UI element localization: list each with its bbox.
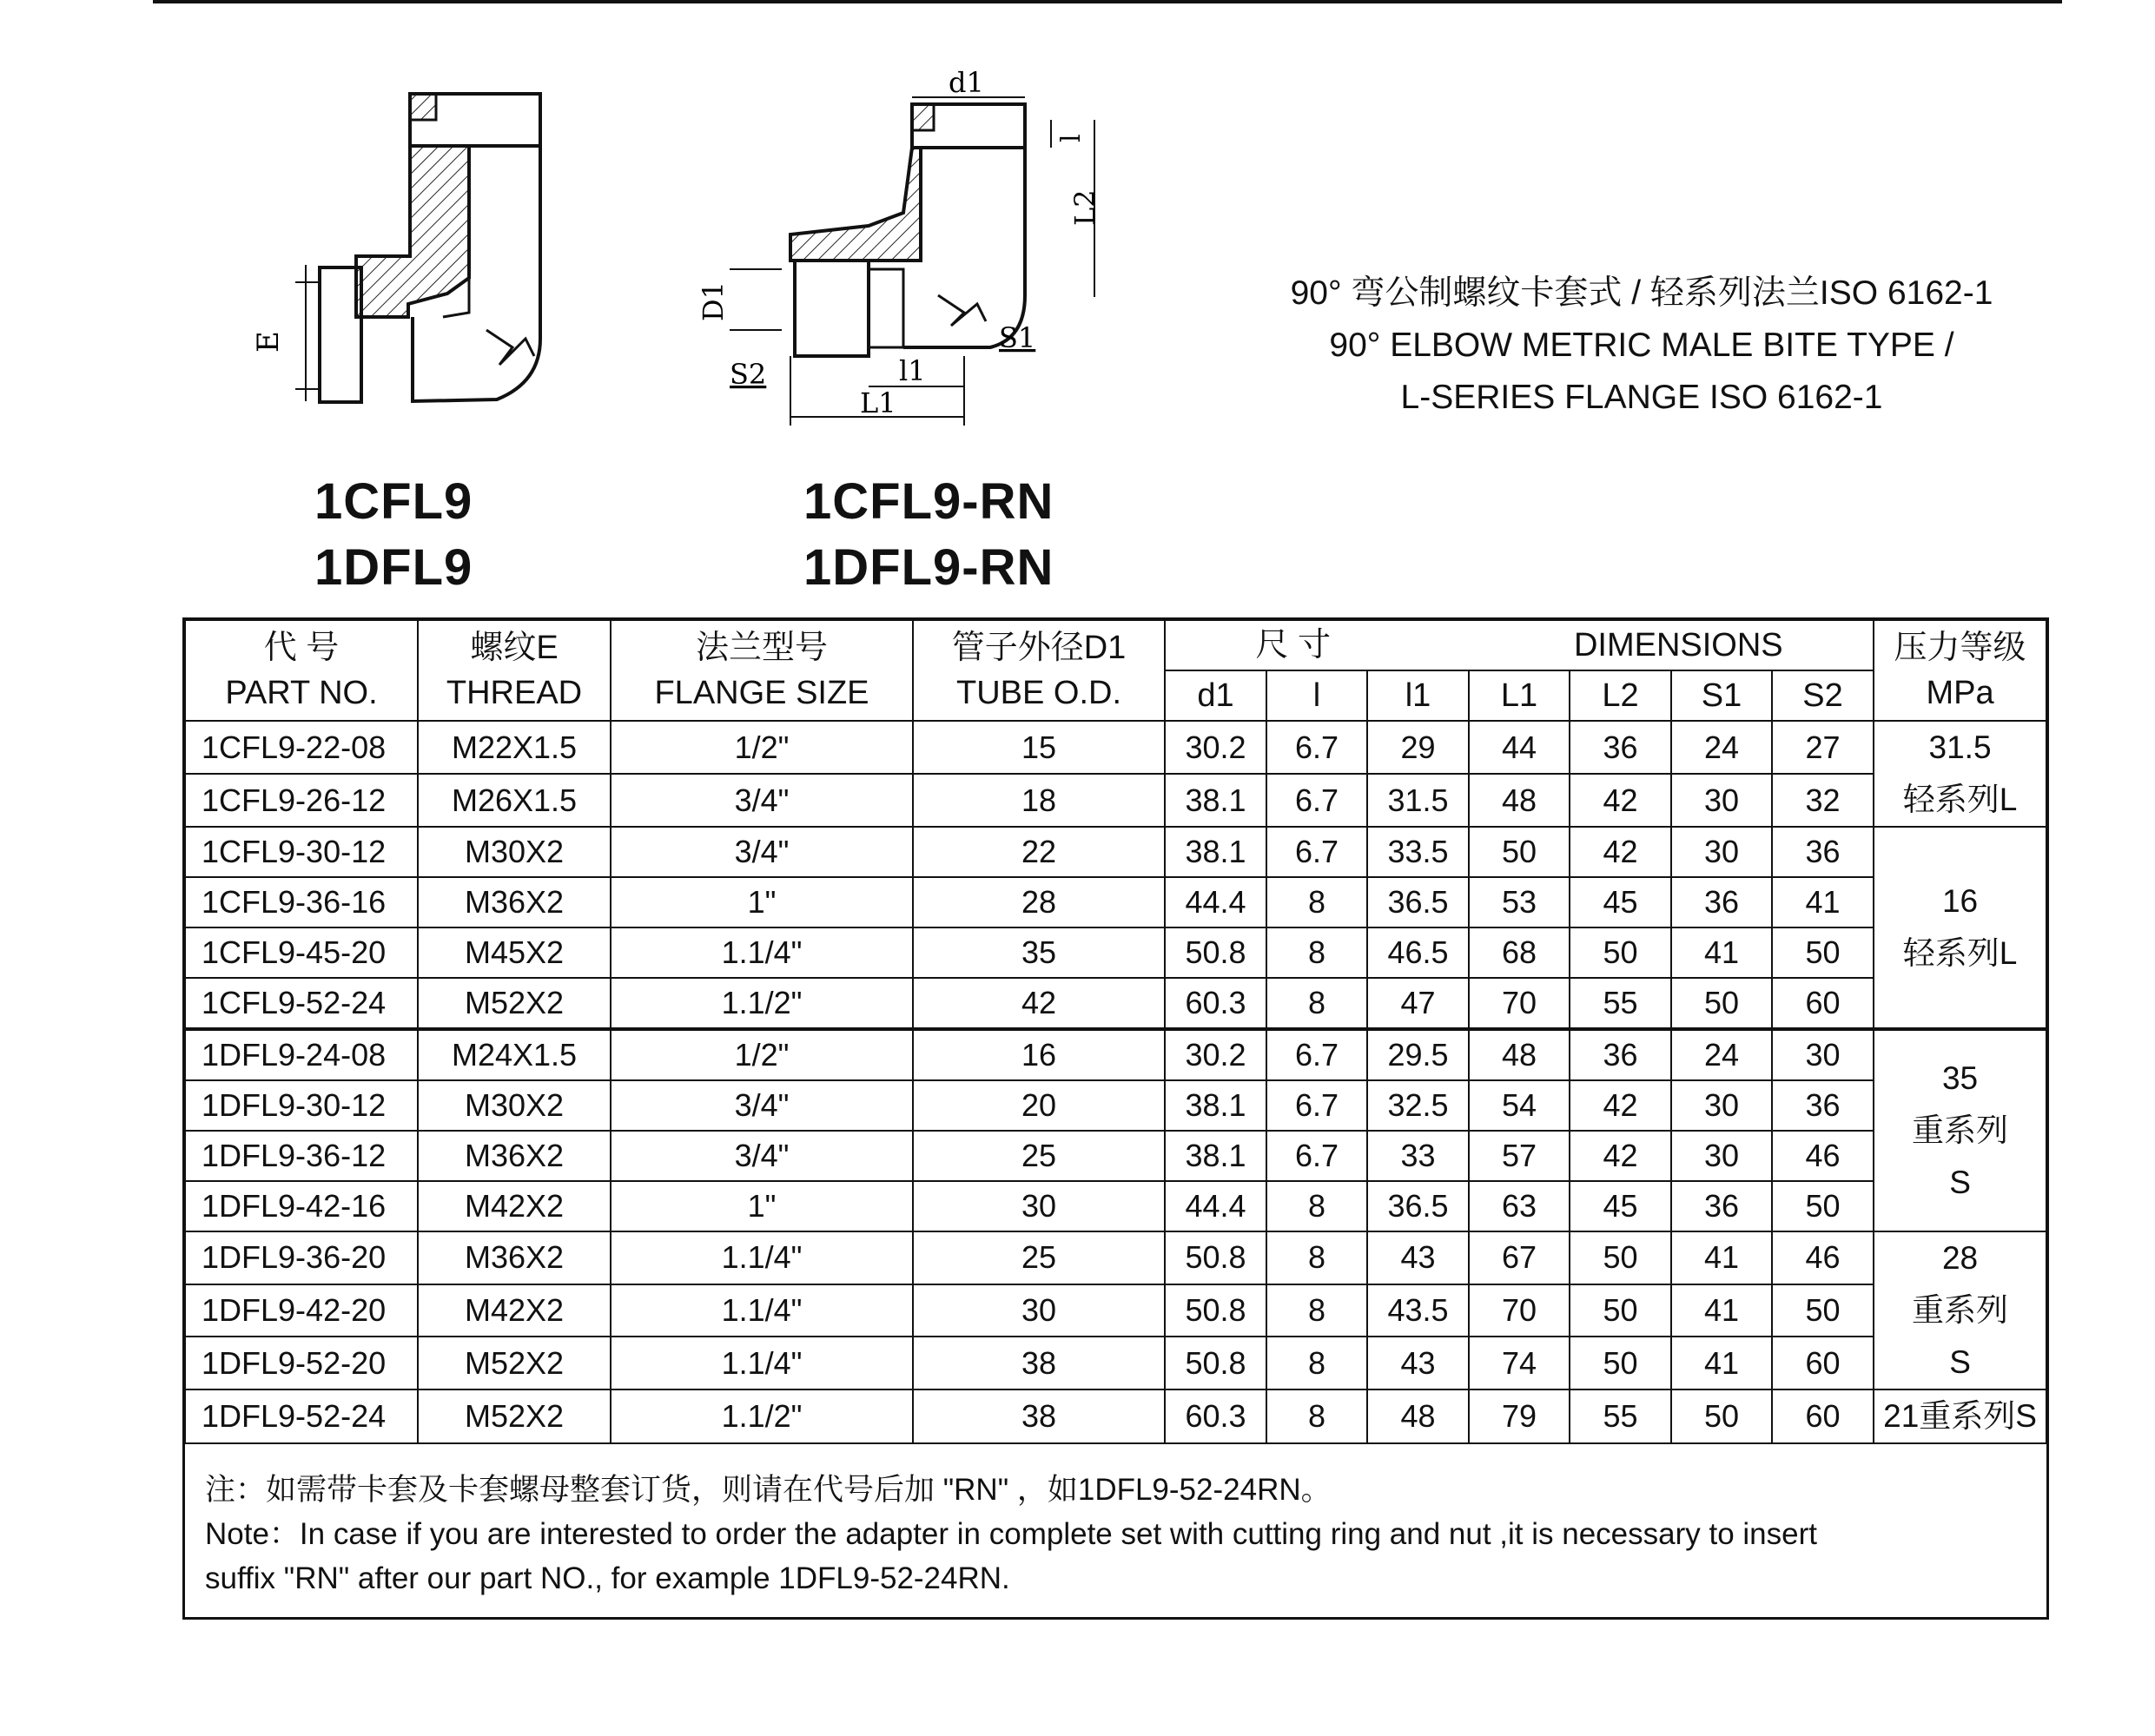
cell-S2: 50 (1772, 927, 1874, 978)
product-1cfl9-rn: 1CFL9-RN (803, 473, 1054, 530)
product-name-right (803, 469, 1054, 601)
cell-part-no: 1CFL9-36-16 (185, 877, 418, 927)
cell-tube: 35 (913, 927, 1165, 978)
cell-part-no: 1CFL9-26-12 (185, 774, 418, 827)
label-L1: L1 (860, 386, 896, 419)
cell-flange: 1.1/4" (611, 1231, 913, 1284)
cell-S2: 32 (1772, 774, 1874, 827)
cell-l: 6.7 (1266, 1080, 1367, 1131)
cell-part-no: 1CFL9-52-24 (185, 978, 418, 1029)
header-L1: L1 (1469, 670, 1570, 721)
cell-L2: 50 (1570, 927, 1671, 978)
cell-L1: 54 (1469, 1080, 1570, 1131)
cell-L2: 36 (1570, 1029, 1671, 1080)
cell-d1: 30.2 (1165, 721, 1266, 774)
cell-tube: 20 (913, 1080, 1165, 1131)
cell-part-no: 1DFL9-42-20 (185, 1284, 418, 1337)
cell-part-no: 1DFL9-36-20 (185, 1231, 418, 1284)
product-1dfl9-rn: 1DFL9-RN (803, 539, 1054, 596)
cell-L2: 45 (1570, 877, 1671, 927)
cell-l1: 36.5 (1367, 877, 1469, 927)
cell-d1: 50.8 (1165, 927, 1266, 978)
cell-L1: 67 (1469, 1231, 1570, 1284)
cell-tube: 25 (913, 1131, 1165, 1181)
cell-S1: 50 (1671, 978, 1772, 1029)
cell-l: 8 (1266, 1389, 1367, 1443)
cell-tube: 25 (913, 1231, 1165, 1284)
cell-d1: 38.1 (1165, 1131, 1266, 1181)
label-d1: d1 (949, 66, 984, 99)
header-flange-size: 法兰型号 FLANGE SIZE (611, 620, 913, 721)
header-part-no: 代 号 PART NO. (185, 620, 418, 721)
cell-pressure: 21重系列S (1874, 1389, 2046, 1443)
cell-tube: 28 (913, 877, 1165, 927)
cell-S1: 30 (1671, 827, 1772, 877)
elbow-drawing-left (226, 78, 599, 426)
cell-L2: 42 (1570, 1080, 1671, 1131)
cell-l: 8 (1266, 927, 1367, 978)
cell-l: 8 (1266, 1337, 1367, 1389)
cell-tube: 38 (913, 1337, 1165, 1389)
cell-L2: 50 (1570, 1284, 1671, 1337)
cell-S1: 41 (1671, 1231, 1772, 1284)
header-l: l (1266, 670, 1367, 721)
cell-l1: 31.5 (1367, 774, 1469, 827)
cell-thread: M52X2 (418, 978, 611, 1029)
label-e: E (251, 331, 286, 353)
cell-S1: 50 (1671, 1389, 1772, 1443)
cell-L1: 70 (1469, 1284, 1570, 1337)
cell-flange: 1" (611, 877, 913, 927)
cell-l: 6.7 (1266, 774, 1367, 827)
cell-flange: 1/2" (611, 721, 913, 774)
cell-d1: 50.8 (1165, 1231, 1266, 1284)
cell-S1: 30 (1671, 1131, 1772, 1181)
cell-flange: 1.1/2" (611, 1389, 913, 1443)
cell-L1: 68 (1469, 927, 1570, 978)
cell-part-no: 1CFL9-30-12 (185, 827, 418, 877)
cell-tube: 30 (913, 1284, 1165, 1337)
cell-d1: 44.4 (1165, 1181, 1266, 1231)
cell-flange: 1.1/2" (611, 978, 913, 1029)
cell-pressure: 16 轻系列L (1874, 827, 2046, 1029)
order-note (205, 1468, 2029, 1601)
header-S2: S2 (1772, 670, 1874, 721)
cell-l: 6.7 (1266, 721, 1367, 774)
cell-flange: 1.1/4" (611, 927, 913, 978)
cell-thread: M30X2 (418, 827, 611, 877)
cell-flange: 3/4" (611, 774, 913, 827)
cell-thread: M36X2 (418, 877, 611, 927)
cell-S1: 36 (1671, 1181, 1772, 1231)
cell-S1: 24 (1671, 721, 1772, 774)
cell-flange: 3/4" (611, 827, 913, 877)
note-en-line2: suffix "RN" after our part NO., for example 1DFL9-52-24RN. (205, 1561, 1010, 1595)
cell-S2: 60 (1772, 1389, 1874, 1443)
cell-S2: 60 (1772, 978, 1874, 1029)
cell-thread: M42X2 (418, 1284, 611, 1337)
cell-l1: 48 (1367, 1389, 1469, 1443)
cell-L1: 44 (1469, 721, 1570, 774)
cell-L2: 42 (1570, 774, 1671, 827)
cell-flange: 1.1/4" (611, 1337, 913, 1389)
cell-S1: 24 (1671, 1029, 1772, 1080)
cell-L2: 36 (1570, 721, 1671, 774)
cell-part-no: 1CFL9-22-08 (185, 721, 418, 774)
cell-thread: M52X2 (418, 1389, 611, 1443)
cell-L1: 70 (1469, 978, 1570, 1029)
label-L2: L2 (1068, 189, 1101, 226)
cell-part-no: 1DFL9-52-24 (185, 1389, 418, 1443)
cell-l1: 33 (1367, 1131, 1469, 1181)
cell-L1: 79 (1469, 1389, 1570, 1443)
cell-tube: 22 (913, 827, 1165, 877)
cell-tube: 16 (913, 1029, 1165, 1080)
cell-l1: 33.5 (1367, 827, 1469, 877)
cell-l1: 43.5 (1367, 1284, 1469, 1337)
cell-l: 6.7 (1266, 1131, 1367, 1181)
cell-L1: 50 (1469, 827, 1570, 877)
heading-en-line1: 90° ELBOW METRIC MALE BITE TYPE / (1329, 327, 1954, 364)
cell-L1: 48 (1469, 774, 1570, 827)
cell-l1: 32.5 (1367, 1080, 1469, 1131)
cell-L1: 57 (1469, 1131, 1570, 1181)
cell-thread: M45X2 (418, 927, 611, 978)
cell-tube: 38 (913, 1389, 1165, 1443)
cell-S1: 41 (1671, 927, 1772, 978)
header-S1: S1 (1671, 670, 1772, 721)
cell-thread: M42X2 (418, 1181, 611, 1231)
cell-tube: 18 (913, 774, 1165, 827)
header-tube-od: 管子外径D1 TUBE O.D. (913, 620, 1165, 721)
cell-thread: M36X2 (418, 1131, 611, 1181)
cell-l: 8 (1266, 1231, 1367, 1284)
cell-flange: 1/2" (611, 1029, 913, 1080)
cell-S2: 36 (1772, 827, 1874, 877)
cell-l: 6.7 (1266, 1029, 1367, 1080)
cell-d1: 30.2 (1165, 1029, 1266, 1080)
cell-l1: 29 (1367, 721, 1469, 774)
cell-pressure: 28 重系列 S (1874, 1231, 2046, 1389)
header-l1: l1 (1367, 670, 1469, 721)
cell-thread: M30X2 (418, 1080, 611, 1131)
cell-d1: 50.8 (1165, 1284, 1266, 1337)
cell-S2: 60 (1772, 1337, 1874, 1389)
cell-S2: 46 (1772, 1131, 1874, 1181)
cell-pressure: 31.5 轻系列L (1874, 721, 2046, 827)
cell-thread: M52X2 (418, 1337, 611, 1389)
label-D1: D1 (697, 281, 730, 321)
header-pressure: 压力等级 MPa (1874, 620, 2046, 721)
cell-L1: 74 (1469, 1337, 1570, 1389)
cell-L2: 55 (1570, 1389, 1671, 1443)
cell-pressure: 35 重系列 S (1874, 1029, 2046, 1231)
cell-l1: 36.5 (1367, 1181, 1469, 1231)
cell-part-no: 1DFL9-36-12 (185, 1131, 418, 1181)
cell-L2: 42 (1570, 827, 1671, 877)
cell-L2: 55 (1570, 978, 1671, 1029)
cell-tube: 42 (913, 978, 1165, 1029)
product-1cfl9: 1CFL9 (314, 473, 473, 530)
cell-thread: M24X1.5 (418, 1029, 611, 1080)
cell-L2: 45 (1570, 1181, 1671, 1231)
cell-tube: 30 (913, 1181, 1165, 1231)
cell-flange: 3/4" (611, 1131, 913, 1181)
header-L2: L2 (1570, 670, 1671, 721)
heading-en-line2: L-SERIES FLANGE ISO 6162-1 (1400, 379, 1883, 416)
label-s1: S1 (999, 321, 1036, 354)
cell-S2: 46 (1772, 1231, 1874, 1284)
product-1dfl9: 1DFL9 (314, 539, 473, 596)
note-cn: 注：如需带卡套及卡套螺母整套订货，则请在代号后加 "RN" ，如1DFL9-52-24RN。 (205, 1473, 1332, 1507)
cell-L1: 63 (1469, 1181, 1570, 1231)
cell-part-no: 1DFL9-42-16 (185, 1181, 418, 1231)
cell-part-no: 1DFL9-30-12 (185, 1080, 418, 1131)
cell-S1: 30 (1671, 774, 1772, 827)
note-en-line1: Note：In case if you are interested to order the adapter in complete set with cutting ring and nut ,it is necessary to insert (205, 1517, 1817, 1551)
cell-d1: 50.8 (1165, 1337, 1266, 1389)
cell-part-no: 1DFL9-52-20 (185, 1337, 418, 1389)
cell-S1: 30 (1671, 1080, 1772, 1131)
cell-tube: 15 (913, 721, 1165, 774)
product-name-left (314, 469, 473, 601)
cell-S1: 41 (1671, 1337, 1772, 1389)
cell-l: 8 (1266, 1181, 1367, 1231)
cell-l1: 47 (1367, 978, 1469, 1029)
cell-S1: 36 (1671, 877, 1772, 927)
heading-cn: 90° 弯公制螺纹卡套式 / 轻系列法兰ISO 6162-1 (1290, 274, 1993, 312)
cell-d1: 60.3 (1165, 1389, 1266, 1443)
product-heading (1164, 267, 2119, 424)
label-l: l (1056, 134, 1087, 142)
cell-L2: 50 (1570, 1337, 1671, 1389)
cell-l: 8 (1266, 978, 1367, 1029)
cell-L1: 53 (1469, 877, 1570, 927)
label-s2: S2 (730, 358, 767, 391)
cell-flange: 1" (611, 1181, 913, 1231)
cell-S1: 41 (1671, 1284, 1772, 1337)
cell-l: 8 (1266, 1284, 1367, 1337)
cell-flange: 3/4" (611, 1080, 913, 1131)
cell-L1: 48 (1469, 1029, 1570, 1080)
cell-thread: M22X1.5 (418, 721, 611, 774)
cell-l: 6.7 (1266, 827, 1367, 877)
cell-S2: 30 (1772, 1029, 1874, 1080)
header-d1: d1 (1165, 670, 1266, 721)
cell-S2: 41 (1772, 877, 1874, 927)
cell-l1: 46.5 (1367, 927, 1469, 978)
cell-l: 8 (1266, 877, 1367, 927)
cell-d1: 38.1 (1165, 827, 1266, 877)
cell-d1: 38.1 (1165, 774, 1266, 827)
cell-S2: 27 (1772, 721, 1874, 774)
elbow-drawing-right (678, 61, 1164, 434)
top-rule (153, 0, 2062, 3)
cell-d1: 60.3 (1165, 978, 1266, 1029)
cell-part-no: 1DFL9-24-08 (185, 1029, 418, 1080)
cell-l1: 43 (1367, 1231, 1469, 1284)
cell-S2: 50 (1772, 1181, 1874, 1231)
cell-L2: 50 (1570, 1231, 1671, 1284)
label-l1-small: l1 (899, 354, 926, 387)
cell-thread: M36X2 (418, 1231, 611, 1284)
cell-S2: 36 (1772, 1080, 1874, 1131)
header-thread: 螺纹E THREAD (418, 620, 611, 721)
cell-thread: M26X1.5 (418, 774, 611, 827)
cell-S2: 50 (1772, 1284, 1874, 1337)
cell-part-no: 1CFL9-45-20 (185, 927, 418, 978)
cell-l1: 43 (1367, 1337, 1469, 1389)
header-dimensions: 尺 寸 DIMENSIONS (1165, 620, 1874, 670)
cell-L2: 42 (1570, 1131, 1671, 1181)
cell-flange: 1.1/4" (611, 1284, 913, 1337)
cell-d1: 38.1 (1165, 1080, 1266, 1131)
cell-l1: 29.5 (1367, 1029, 1469, 1080)
cell-d1: 44.4 (1165, 877, 1266, 927)
